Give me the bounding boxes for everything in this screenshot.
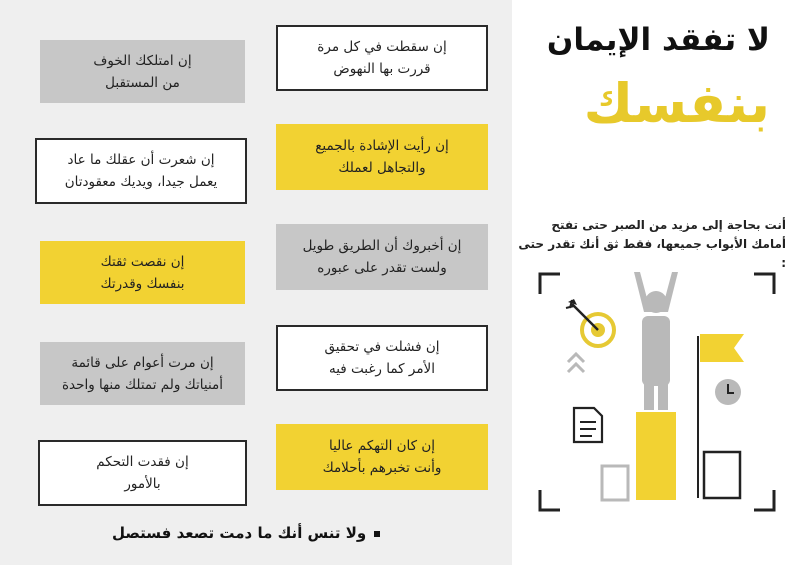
outline-block	[602, 466, 628, 500]
statement-box-3	[276, 124, 488, 190]
page-title-highlight: بنفسك	[583, 72, 770, 135]
bullet-icon	[374, 531, 380, 537]
target-icon	[566, 299, 614, 346]
yellow-pedestal	[636, 412, 676, 500]
statement-line: إن مرت أعوام على قائمة	[71, 354, 214, 371]
statement-line: إن نقصت ثقتك	[100, 253, 185, 270]
statement-line: إن شعرت أن عقلك ما عاد	[67, 152, 215, 168]
clock-icon	[715, 379, 741, 405]
bottom-note	[112, 524, 380, 542]
success-illustration	[538, 272, 776, 512]
statement-line: إن كان التهكم عاليا	[328, 438, 436, 454]
statement-line: أمنياتك ولم تمتلك منها واحدة	[61, 376, 224, 393]
bottom-note-text: ولا تنس أنك ما دمت تصعد فستصل	[112, 524, 367, 542]
statement-box-6	[40, 241, 245, 304]
statement-box-8	[40, 342, 245, 405]
statement-line: يعمل جيدا، ويديك معقودتان	[64, 174, 218, 190]
statement-line: بنفسك وقدرتك	[100, 275, 185, 292]
statement-line: ولست تقدر على عبوره	[317, 260, 447, 276]
statement-box-4	[35, 138, 247, 204]
page-title: لا تفقد الإيمان	[546, 22, 770, 58]
statement-line: إن سقطت في كل مرة	[317, 39, 447, 55]
statement-line: من المستقبل	[105, 74, 180, 91]
statement-box-5	[276, 224, 488, 290]
statement-box-7	[276, 325, 488, 391]
statement-line: والتجاهل لعملك	[338, 160, 426, 176]
statement-line: إن فشلت في تحقيق	[324, 339, 440, 355]
arrows-icon	[568, 354, 584, 372]
document-icon	[574, 408, 602, 442]
statement-box-1	[276, 25, 488, 91]
person-icon	[634, 272, 678, 410]
statement-line: وأنت تخبرهم بأحلامك	[322, 460, 442, 476]
statement-line: إن امتلكك الخوف	[93, 52, 192, 69]
statement-line: إن أخبروك أن الطريق طويل	[302, 238, 462, 254]
statement-line: قررت بها النهوض	[333, 61, 431, 77]
statement-box-10	[38, 440, 247, 506]
statement-line: الأمر كما رغبت فيه	[328, 361, 436, 377]
statement-box-2	[40, 40, 245, 103]
statement-line: إن فقدت التحكم	[96, 454, 189, 470]
statement-box-9	[276, 424, 488, 490]
intro-text: أنت بحاجة إلى مزيد من الصبر حتى تفتح أمامك الأبواب جميعها، فقط ثق أنك تقدر حتى :	[518, 218, 786, 270]
outline-block	[704, 452, 740, 498]
statement-line: بالأمور	[124, 476, 161, 492]
statement-line: إن رأيت الإشادة بالجميع	[315, 138, 449, 154]
